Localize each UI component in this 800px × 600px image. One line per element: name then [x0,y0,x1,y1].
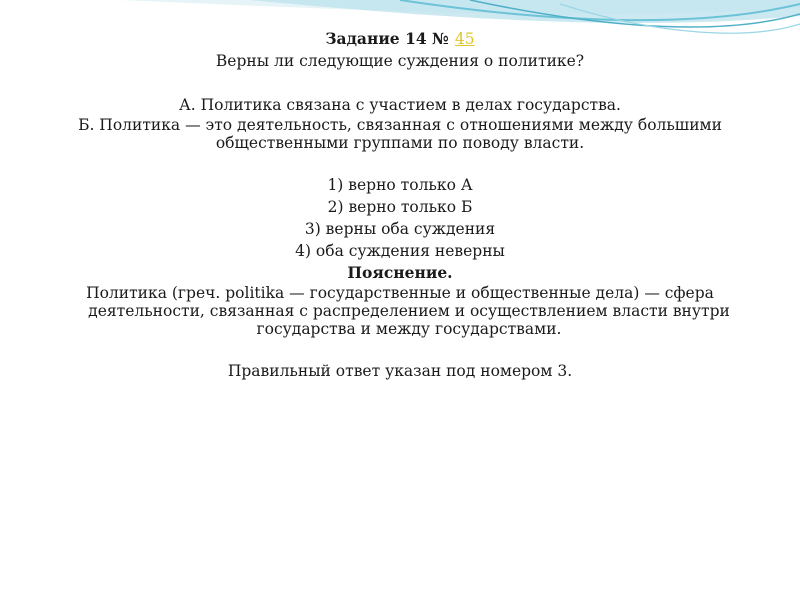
spacer [30,72,770,94]
explanation-text: Политика (греч. politika — государственные и общественные дела) — сфера деятельности, связанная с распределением и осуществлением власти внутри государства и между государствами. [86,284,730,338]
option-1: 1) верно только А [327,176,473,194]
option-3: 3) верны оба суждения [304,220,496,238]
task-title: Задание 14 № [325,29,449,48]
option-4: 4) оба суждения неверны [295,242,505,260]
statement-a: А. Политика связана с участием в делах государства. [179,96,621,114]
task-header [30,28,770,50]
spacer [30,152,770,174]
task-number-link[interactable]: 45 [454,30,475,48]
spacer [30,338,770,360]
task-question: Верны ли следующие суждения о политике? [215,52,585,70]
option-2: 2) верно только Б [327,198,473,216]
answer-text: Правильный ответ указан под номером 3. [227,362,573,380]
explanation-heading: Пояснение. [347,263,453,282]
statement-b: Б. Политика — это деятельность, связанная с отношениями между большими общественными группами по поводу власти. [78,116,722,152]
slide-content [30,28,770,382]
